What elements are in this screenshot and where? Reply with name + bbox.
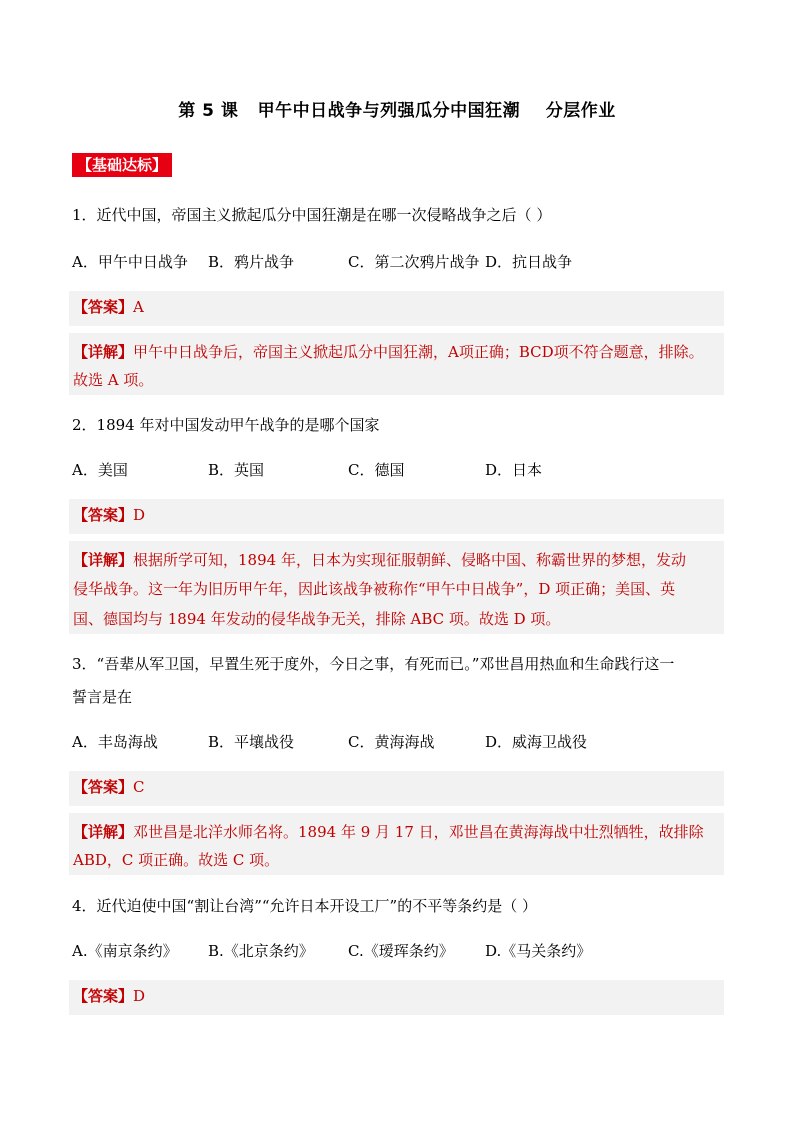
option-b: B．英国 [208, 461, 265, 479]
detail-box-1 [69, 333, 724, 395]
option-b: B.《北京条约》 [208, 942, 314, 960]
answer-line [73, 296, 720, 318]
answer-line [73, 504, 720, 526]
detail-line: 故选 A 项。 [73, 371, 154, 389]
option-a: A．美国 [72, 461, 128, 479]
option-a: A.《南京条约》 [72, 942, 178, 960]
option-c: C．黄海海战 [348, 733, 435, 751]
answer-value: D [133, 987, 146, 1005]
detail-box-3 [69, 813, 724, 875]
detail-line [73, 549, 720, 571]
answer-line [73, 985, 720, 1007]
option-b: B．平壤战役 [208, 733, 295, 751]
option-b: B．鸦片战争 [208, 253, 295, 271]
answer-value: A [133, 298, 144, 316]
option-c: C．第二次鸦片战争 [348, 253, 480, 271]
detail-line [73, 341, 720, 363]
detail-tag: 【详解】 [73, 551, 134, 569]
option-d: D.《马关条约》 [485, 942, 592, 960]
question-2-stem: 2．1894 年对中国发动甲午战争的是哪个国家 [72, 416, 380, 434]
answer-line [73, 776, 720, 798]
option-a: A．丰岛海战 [72, 733, 158, 751]
page-title: 第 5 课 甲午中日战争与列强瓜分中国狂潮 分层作业 [178, 101, 616, 121]
option-d: D．日本 [485, 461, 543, 479]
detail-line: 国、德国均与 1894 年发动的侵华战争无关，排除 ABC 项。故选 D 项。 [73, 610, 561, 628]
detail-text: 邓世昌是北洋水师名将。1894 年 9 月 17 日，邓世昌在黄海海战中壮烈牺牲，故排除 [133, 823, 704, 841]
answer-box-2 [69, 499, 724, 534]
answer-box-4 [69, 980, 724, 1015]
answer-box-1 [69, 291, 724, 326]
detail-text: 甲午中日战争后，帝国主义掀起瓜分中国狂潮，A项正确；BCD项不符合题意，排除。 [133, 343, 704, 361]
answer-tag: 【答案】 [73, 506, 134, 524]
option-d: D．威海卫战役 [485, 733, 588, 751]
detail-tag: 【详解】 [73, 823, 134, 841]
question-3-stem-line-2: 誓言是在 [72, 688, 133, 706]
detail-box-2 [69, 541, 724, 634]
option-d: D．抗日战争 [485, 253, 573, 271]
detail-line: ABD，C 项正确。故选 C 项。 [73, 851, 280, 869]
option-c: C.《瑷珲条约》 [348, 942, 454, 960]
detail-line [73, 821, 720, 843]
detail-tag: 【详解】 [73, 343, 134, 361]
answer-value: C [133, 778, 145, 796]
answer-box-3 [69, 771, 724, 806]
answer-value: D [133, 506, 146, 524]
question-1-stem: 1．近代中国，帝国主义掀起瓜分中国狂潮是在哪一次侵略战争之后（ ） [72, 206, 552, 224]
option-c: C．德国 [348, 461, 405, 479]
question-3-stem-line-1: 3．“吾辈从军卫国，早置生死于度外，今日之事，有死而已。”邓世昌用热血和生命践行这一 [72, 655, 675, 673]
answer-tag: 【答案】 [73, 778, 134, 796]
answer-tag: 【答案】 [73, 987, 134, 1005]
detail-line: 侵华战争。这一年为旧历甲午年，因此该战争被称作“甲午中日战争”，D 项正确；美国、英 [73, 580, 676, 598]
option-a: A．甲午中日战争 [72, 253, 188, 271]
question-4-stem: 4．近代迫使中国“割让台湾”“允许日本开设工厂”的不平等条约是（ ） [72, 897, 537, 915]
section-badge: 【基础达标】 [72, 153, 172, 177]
detail-text: 根据所学可知，1894 年，日本为实现征服朝鲜、侵略中国、称霸世界的梦想，发动 [133, 551, 686, 569]
answer-tag: 【答案】 [73, 298, 134, 316]
